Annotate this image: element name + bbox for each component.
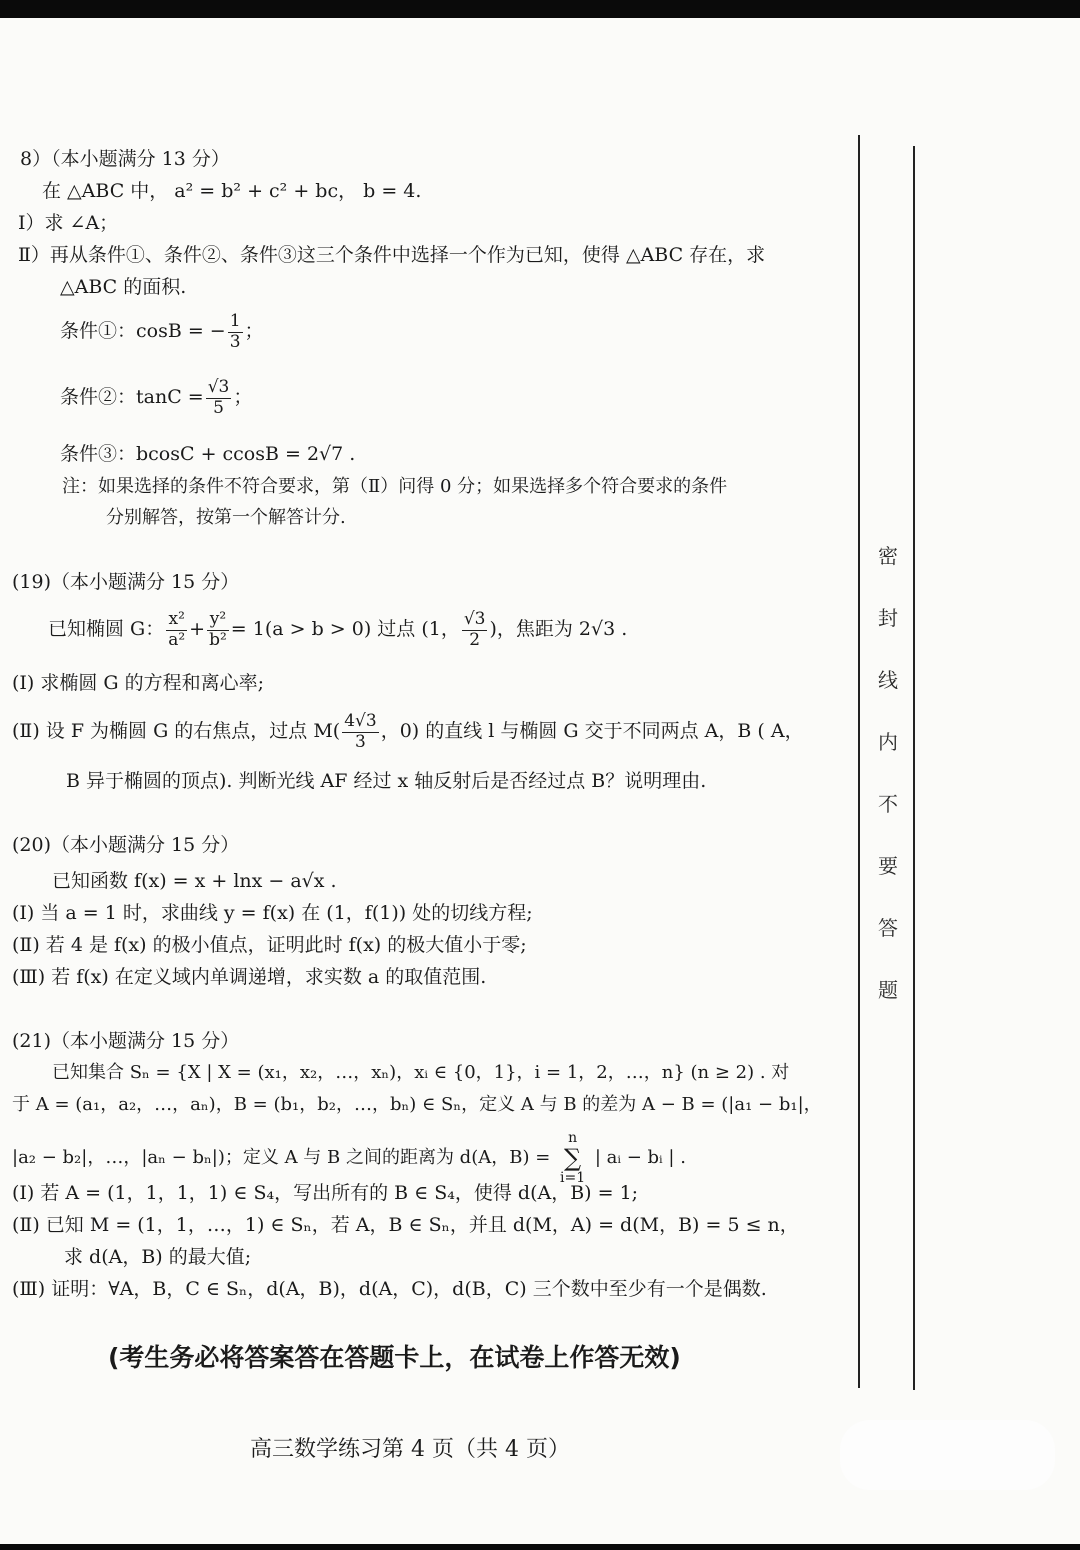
- q21-part2-cont: 求 d(A，B) 的最大值;: [64, 1246, 252, 1268]
- seal-char: 题: [878, 978, 898, 1002]
- q20-stem: 已知函数 f(x) = x + lnx − a√x .: [52, 870, 337, 892]
- q21-header: (21)（本小题满分 15 分）: [12, 1030, 240, 1052]
- seal-char: 密: [878, 544, 898, 568]
- q18-note: 注：如果选择的条件不符合要求，第（Ⅱ）问得 0 分；如果选择多个符合要求的条件: [62, 476, 728, 497]
- cond1-denominator: 3: [229, 331, 241, 352]
- q20-part1: (Ⅰ) 当 a = 1 时，求曲线 y = f(x) 在 (1，f(1)) 处的切线方程;: [12, 902, 533, 924]
- q21-part1: (Ⅰ) 若 A = (1，1，1，1) ∈ S₄，写出所有的 B ∈ S₄，使得 d(A，B) = 1;: [12, 1182, 639, 1204]
- seal-char: 封: [878, 606, 898, 630]
- q19-stem-a: 已知椭圆 G：: [48, 618, 165, 641]
- seal-char: 内: [878, 730, 898, 754]
- q18-condition-2: [60, 378, 252, 418]
- q21-part3: (Ⅲ) 证明：∀A，B，C ∈ Sₙ，d(A，B)，d(A，C)，d(B，C) 三个数中至少有一个是偶数.: [12, 1278, 767, 1300]
- q18-part2: Ⅱ）再从条件①、条件②、条件③这三个条件中选择一个作为已知，使得 △ABC 存在，求: [18, 244, 766, 266]
- x-denominator: a²: [168, 629, 186, 650]
- q21-stem-d: | aᵢ − bᵢ | .: [594, 1147, 686, 1169]
- binding-line-outer: [913, 146, 915, 1390]
- point-denominator: 2: [469, 629, 481, 650]
- q19-stem-b: = 1(a > b > 0) 过点 (1，: [230, 618, 460, 641]
- q21-stem-cont: 于 A = (a₁，a₂，…，aₙ)，B = (b₁，b₂，…，bₙ) ∈ Sₙ，定义 A 与 B 的差为 A − B = (|a₁ − b₁|，: [12, 1094, 822, 1115]
- q20-part3: (Ⅲ) 若 f(x) 在定义域内单调递增，求实数 a 的取值范围.: [12, 966, 487, 988]
- y-denominator: b²: [209, 629, 227, 650]
- binding-line-inner: [858, 135, 860, 1388]
- seal-char: 答: [878, 916, 898, 940]
- q19-part2-b: ，0) 的直线 l 与椭圆 G 交于不同两点 A，B ( A，: [380, 720, 804, 743]
- q20-part2: (Ⅱ) 若 4 是 f(x) 的极小值点，证明此时 f(x) 的极大值小于零;: [12, 934, 527, 956]
- q19-part2: [12, 712, 804, 752]
- q19-part2-cont: B 异于椭圆的顶点). 判断光线 AF 经过 x 轴反射后是否经过点 B？说明理由.: [66, 770, 707, 792]
- cond2-numerator: √3: [207, 377, 230, 397]
- seal-line-notice: [871, 540, 905, 1036]
- m-denominator: 3: [355, 731, 366, 752]
- q21-stem-distance: [12, 1130, 686, 1186]
- m-numerator: 4√3: [344, 711, 377, 731]
- q19-stem-c: )，焦距为 2√3 .: [489, 618, 628, 641]
- photo-glare: [840, 1420, 1055, 1490]
- sum-lower: i=1: [560, 1170, 586, 1187]
- q18-note-cont: 分别解答，按第一个解答计分.: [106, 507, 346, 528]
- q18-part2-cont: △ABC 的面积.: [60, 276, 187, 298]
- answer-sheet-notice: (考生务必将答案答在答题卡上，在试卷上作答无效): [108, 1343, 681, 1372]
- cond2-denominator: 5: [213, 397, 224, 418]
- m-fraction: [342, 712, 378, 752]
- ellipse-x-term: [166, 610, 187, 650]
- cond1-fraction: [228, 312, 243, 352]
- q18-part1: Ⅰ）求 ∠A；: [18, 212, 119, 234]
- q21-stem-c: |a₂ − b₂|，…，|aₙ − bₙ|)；定义 A 与 B 之间的距离为 d(A，B) =: [12, 1147, 551, 1169]
- cond2-label: 条件②：tanC =: [60, 386, 204, 409]
- seal-char: 要: [878, 854, 898, 878]
- cond2-end: ；: [233, 386, 253, 409]
- q21-stem: 已知集合 Sₙ = {X | X = (x₁，x₂，…，xₙ)，xᵢ ∈ {0，1}，i = 1，2，…，n} (n ≥ 2) . 对: [52, 1062, 790, 1083]
- summation: [558, 1130, 587, 1186]
- point-numerator: √3: [463, 609, 486, 629]
- y-numerator: y²: [207, 610, 229, 631]
- bottom-scan-border: [0, 1544, 1080, 1550]
- top-scan-border: [0, 0, 1080, 18]
- q18-condition-3: 条件③：bcosC + ccosB = 2√7 .: [60, 443, 356, 465]
- q19-header: (19)（本小题满分 15 分）: [12, 571, 240, 593]
- cond1-numerator: 1: [229, 311, 241, 331]
- page-footer: 高三数学练习第 4 页（共 4 页）: [250, 1437, 570, 1462]
- q19-part2-a: (Ⅱ) 设 F 为椭圆 G 的右焦点，过点 M(: [12, 720, 341, 743]
- q18-condition-1: [60, 312, 264, 352]
- q20-header: (20)（本小题满分 15 分）: [12, 834, 240, 856]
- plus-sign: +: [189, 618, 206, 641]
- q19-part1: (Ⅰ) 求椭圆 G 的方程和离心率;: [12, 672, 265, 694]
- sigma-icon: ∑: [564, 1144, 582, 1173]
- seal-char: 线: [878, 668, 898, 692]
- q18-stem: 在 △ABC 中， a² = b² + c² + bc， b = 4.: [42, 180, 422, 202]
- x-numerator: x²: [166, 610, 187, 631]
- point-fraction: [462, 610, 488, 650]
- seal-char: 不: [878, 792, 898, 816]
- q21-part2: (Ⅱ) 已知 M = (1，1，…，1) ∈ Sₙ，若 A，B ∈ Sₙ，并且 d(M，A) = d(M，B) = 5 ≤ n，: [12, 1214, 799, 1236]
- cond1-label: 条件①：cosB = −: [60, 320, 226, 343]
- q19-stem: [48, 610, 627, 650]
- ellipse-y-term: [207, 610, 229, 650]
- cond2-fraction: [206, 378, 232, 418]
- cond1-end: ；: [244, 320, 264, 343]
- sum-upper: n: [568, 1130, 578, 1146]
- q18-header: 8）（本小题满分 13 分）: [20, 148, 230, 170]
